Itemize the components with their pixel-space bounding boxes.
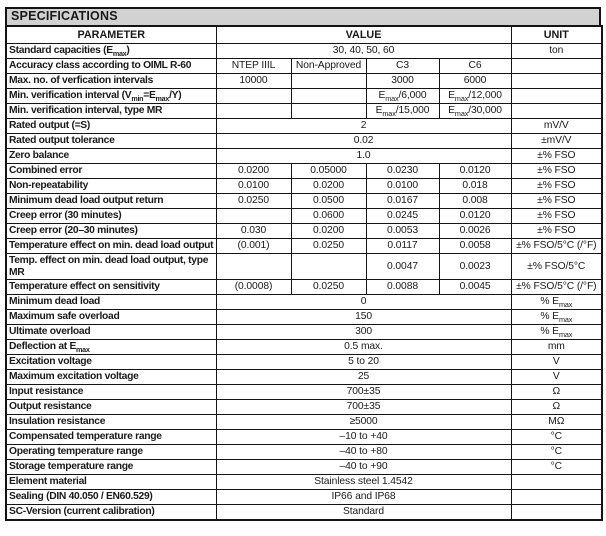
unit-cell: ±% FSO	[511, 209, 602, 224]
spec-row	[6, 194, 602, 209]
unit-cell: ±% FSO	[511, 164, 602, 179]
value-cell: $E_{max}/12,000$	[439, 89, 511, 104]
spec-row	[6, 340, 602, 355]
value-cell: 0.0200	[291, 179, 366, 194]
unit-cell: ±% FSO	[511, 179, 602, 194]
value-cell: 0.008	[439, 194, 511, 209]
parameter-cell: Maximum excitation voltage	[6, 370, 216, 385]
spec-row	[6, 104, 602, 119]
value-cell: (0.001)	[216, 239, 291, 254]
spec-row	[6, 490, 602, 505]
value-cell: Standard	[216, 505, 511, 521]
parameter-cell: Compensated temperature range	[6, 430, 216, 445]
spec-row	[6, 430, 602, 445]
spec-row	[6, 89, 602, 104]
spec-row	[6, 295, 602, 310]
value-cell	[216, 89, 291, 104]
value-cell: –10 to +40	[216, 430, 511, 445]
parameter-cell: Excitation voltage	[6, 355, 216, 370]
unit-cell	[511, 74, 602, 89]
unit-cell	[511, 89, 602, 104]
parameter-cell: Operating temperature range	[6, 445, 216, 460]
value-cell: 0.02	[216, 134, 511, 149]
value-cell: $E_{max}/15,000$	[366, 104, 439, 119]
value-cell: 5 to 20	[216, 355, 511, 370]
unit-cell: % $E_{max}$	[511, 295, 602, 310]
value-cell: 0.0100	[366, 179, 439, 194]
value-cell	[291, 89, 366, 104]
value-cell: 30, 40, 50, 60	[216, 44, 511, 59]
spec-table-body	[6, 44, 602, 521]
value-cell: 0.0245	[366, 209, 439, 224]
value-cell: 0	[216, 295, 511, 310]
value-cell: 0.0058	[439, 239, 511, 254]
parameter-cell: Deflection at $E_{max}$	[6, 340, 216, 355]
value-cell: IP66 and IP68	[216, 490, 511, 505]
spec-row	[6, 224, 602, 239]
parameter-cell: Input resistance	[6, 385, 216, 400]
unit-cell	[511, 104, 602, 119]
unit-cell: ±% FSO	[511, 224, 602, 239]
spec-row	[6, 164, 602, 179]
parameter-cell: Rated output (=S)	[6, 119, 216, 134]
value-cell: 0.0120	[439, 164, 511, 179]
parameter-cell: Creep error (30 minutes)	[6, 209, 216, 224]
spec-row	[6, 385, 602, 400]
parameter-cell: Element material	[6, 475, 216, 490]
parameter-cell: Sealing (DIN 40.050 / EN60.529)	[6, 490, 216, 505]
spec-row	[6, 505, 602, 521]
parameter-cell: Standard capacities $(E_{max})$	[6, 44, 216, 59]
unit-cell: ±% FSO/5°C	[511, 254, 602, 280]
value-cell: 25	[216, 370, 511, 385]
column-header-value: VALUE	[216, 26, 511, 44]
parameter-cell: SC-Version (current calibration)	[6, 505, 216, 521]
value-cell: C3	[366, 59, 439, 74]
value-cell	[216, 254, 291, 280]
spec-row	[6, 254, 602, 280]
unit-cell: Ω	[511, 400, 602, 415]
value-cell: 0.0250	[291, 239, 366, 254]
parameter-cell: Zero balance	[6, 149, 216, 164]
value-cell: 0.0250	[216, 194, 291, 209]
value-cell: 0.0047	[366, 254, 439, 280]
unit-cell	[511, 505, 602, 521]
value-cell: 0.0026	[439, 224, 511, 239]
spec-row	[6, 74, 602, 89]
unit-cell: °C	[511, 445, 602, 460]
value-cell: 300	[216, 325, 511, 340]
value-cell: 0.0117	[366, 239, 439, 254]
column-header-unit: UNIT	[511, 26, 602, 44]
value-cell	[291, 254, 366, 280]
parameter-cell: Temperature effect on sensitivity	[6, 280, 216, 295]
unit-cell	[511, 490, 602, 505]
spec-row	[6, 209, 602, 224]
spec-row	[6, 370, 602, 385]
unit-cell: mV/V	[511, 119, 602, 134]
unit-cell: °C	[511, 430, 602, 445]
value-cell	[216, 209, 291, 224]
parameter-cell: Storage temperature range	[6, 460, 216, 475]
value-cell	[291, 74, 366, 89]
spec-row	[6, 179, 602, 194]
value-cell: 0.0167	[366, 194, 439, 209]
unit-cell: ±mV/V	[511, 134, 602, 149]
value-cell: Stainless steel 1.4542	[216, 475, 511, 490]
spec-row	[6, 44, 602, 59]
value-cell: 0.0088	[366, 280, 439, 295]
spec-row	[6, 460, 602, 475]
spec-row	[6, 400, 602, 415]
value-cell: 700±35	[216, 385, 511, 400]
value-cell: –40 to +90	[216, 460, 511, 475]
value-cell: 0.0100	[216, 179, 291, 194]
specifications-title: SPECIFICATIONS	[11, 9, 118, 23]
parameter-cell: Min. verification interval, type MR	[6, 104, 216, 119]
table-header-row	[6, 26, 602, 44]
spec-row	[6, 415, 602, 430]
value-cell: 0.0200	[291, 224, 366, 239]
parameter-cell: Minimum dead load	[6, 295, 216, 310]
value-cell: 0.0600	[291, 209, 366, 224]
value-cell: 700±35	[216, 400, 511, 415]
parameter-cell: Temp. effect on min. dead load output, type MR	[6, 254, 216, 280]
parameter-cell: Insulation resistance	[6, 415, 216, 430]
parameter-cell: Accuracy class according to OIML R-60	[6, 59, 216, 74]
spec-row	[6, 325, 602, 340]
unit-cell: ±% FSO	[511, 149, 602, 164]
parameter-cell: Output resistance	[6, 400, 216, 415]
spec-row	[6, 475, 602, 490]
column-header-parameter: PARAMETER	[6, 26, 216, 44]
spec-row	[6, 280, 602, 295]
value-cell: 0.0120	[439, 209, 511, 224]
unit-cell	[511, 475, 602, 490]
spec-row	[6, 239, 602, 254]
value-cell: 2	[216, 119, 511, 134]
value-cell: 0.0200	[216, 164, 291, 179]
value-cell	[216, 104, 291, 119]
spec-row	[6, 119, 602, 134]
value-cell: $E_{max}/30,000$	[439, 104, 511, 119]
spec-row	[6, 134, 602, 149]
unit-cell: V	[511, 355, 602, 370]
parameter-cell: Min. verification interval $(V_{min}=E_{max}/Y)$	[6, 89, 216, 104]
value-cell: 0.018	[439, 179, 511, 194]
unit-cell: Ω	[511, 385, 602, 400]
value-cell: Non-Approved	[291, 59, 366, 74]
parameter-cell: Maximum safe overload	[6, 310, 216, 325]
unit-cell: mm	[511, 340, 602, 355]
value-cell: –40 to +80	[216, 445, 511, 460]
specifications-title-bar	[5, 7, 601, 27]
value-cell: (0.0008)	[216, 280, 291, 295]
value-cell: 1.0	[216, 149, 511, 164]
spec-row	[6, 445, 602, 460]
value-cell: C6	[439, 59, 511, 74]
spec-row	[6, 149, 602, 164]
value-cell: 0.0045	[439, 280, 511, 295]
value-cell: 150	[216, 310, 511, 325]
spec-row	[6, 355, 602, 370]
value-cell: 0.0230	[366, 164, 439, 179]
value-cell: 0.0500	[291, 194, 366, 209]
unit-cell: °C	[511, 460, 602, 475]
parameter-cell: Rated output tolerance	[6, 134, 216, 149]
unit-cell	[511, 59, 602, 74]
parameter-cell: Temperature effect on min. dead load output	[6, 239, 216, 254]
parameter-cell: Max. no. of verfication intervals	[6, 74, 216, 89]
value-cell: $E_{max}/6,000$	[366, 89, 439, 104]
value-cell: 10000	[216, 74, 291, 89]
unit-cell: % $E_{max}$	[511, 325, 602, 340]
parameter-cell: Ultimate overload	[6, 325, 216, 340]
unit-cell: MΩ	[511, 415, 602, 430]
parameter-cell: Non-repeatability	[6, 179, 216, 194]
unit-cell: % $E_{max}$	[511, 310, 602, 325]
unit-cell: ±% FSO/5°C (/°F)	[511, 239, 602, 254]
unit-cell: V	[511, 370, 602, 385]
spec-row	[6, 59, 602, 74]
specifications-table	[5, 25, 603, 521]
value-cell: 6000	[439, 74, 511, 89]
parameter-cell: Combined error	[6, 164, 216, 179]
parameter-cell: Creep error (20–30 minutes)	[6, 224, 216, 239]
unit-cell: ±% FSO	[511, 194, 602, 209]
spec-row	[6, 310, 602, 325]
value-cell: 0.030	[216, 224, 291, 239]
value-cell: 0.5 max.	[216, 340, 511, 355]
value-cell: 3000	[366, 74, 439, 89]
value-cell: 0.0023	[439, 254, 511, 280]
value-cell: 0.05000	[291, 164, 366, 179]
value-cell	[291, 104, 366, 119]
value-cell: NTEP IIIL	[216, 59, 291, 74]
unit-cell: ±% FSO/5°C (/°F)	[511, 280, 602, 295]
value-cell: 0.0250	[291, 280, 366, 295]
value-cell: 0.0053	[366, 224, 439, 239]
unit-cell: ton	[511, 44, 602, 59]
parameter-cell: Minimum dead load output return	[6, 194, 216, 209]
value-cell: ≥5000	[216, 415, 511, 430]
